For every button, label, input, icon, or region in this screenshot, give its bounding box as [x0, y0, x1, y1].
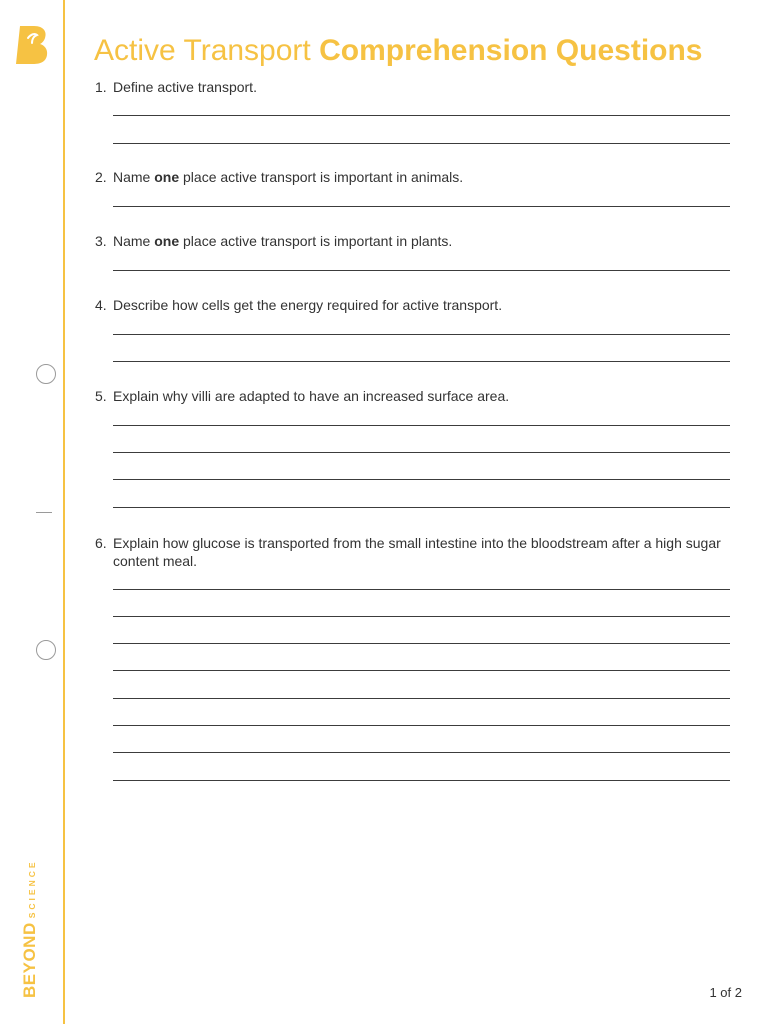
question-number: 1. [95, 79, 107, 95]
beyond-logo-icon [14, 22, 50, 66]
answer-line[interactable] [113, 698, 730, 699]
question-4 [95, 296, 735, 314]
page-title [94, 34, 703, 68]
question-text-post: place active transport is important in animals. [179, 169, 464, 185]
answer-line[interactable] [113, 725, 730, 726]
question-text: Define active transport. [113, 79, 257, 95]
question-number: 5. [95, 388, 107, 404]
answer-line[interactable] [113, 425, 730, 426]
question-text: Describe how cells get the energy required for active transport. [113, 297, 503, 313]
title-bold: Comprehension Questions [319, 34, 703, 67]
question-text [113, 232, 735, 250]
question-text: Explain why villi are adapted to have an increased surface area. [113, 388, 510, 404]
answer-line[interactable] [113, 452, 730, 453]
brand-vertical [20, 859, 40, 998]
question-text [113, 168, 735, 186]
answer-line[interactable] [113, 361, 730, 362]
title-light: Active Transport [94, 34, 311, 67]
answer-line[interactable] [113, 115, 730, 116]
question-text-pre: Name [113, 169, 155, 185]
question-text: Explain how glucose is transported from the small intestine into the bloodstream after a high sugar content meal. [113, 535, 721, 569]
answer-line[interactable] [113, 616, 730, 617]
question-text-post: place active transport is important in plants. [179, 233, 453, 249]
fold-mark [36, 512, 52, 513]
question-number: 6. [95, 535, 107, 551]
question-text-pre: Name [113, 233, 155, 249]
answer-line[interactable] [113, 670, 730, 671]
question-5 [95, 387, 735, 405]
answer-line[interactable] [113, 479, 730, 480]
question-number: 4. [95, 297, 107, 313]
margin-line [63, 0, 65, 1024]
question-1 [95, 78, 735, 96]
answer-line[interactable] [113, 270, 730, 271]
page-number: 1 of 2 [709, 985, 742, 1000]
answer-line[interactable] [113, 334, 730, 335]
question-emphasis: one [154, 169, 180, 185]
question-number: 2. [95, 169, 107, 185]
question-2 [95, 168, 735, 186]
question-3 [95, 232, 735, 250]
answer-line[interactable] [113, 780, 730, 781]
answer-line[interactable] [113, 143, 730, 144]
answer-line[interactable] [113, 206, 730, 207]
answer-line[interactable] [113, 589, 730, 590]
answer-line[interactable] [113, 643, 730, 644]
punch-hole-icon [36, 364, 56, 384]
question-number: 3. [95, 233, 107, 249]
answer-line[interactable] [113, 507, 730, 508]
brand-main: BEYOND [20, 922, 39, 998]
brand-sub: SCIENCE [27, 859, 37, 919]
answer-line[interactable] [113, 752, 730, 753]
punch-hole-icon [36, 640, 56, 660]
question-6 [95, 534, 735, 570]
question-emphasis: one [154, 233, 180, 249]
